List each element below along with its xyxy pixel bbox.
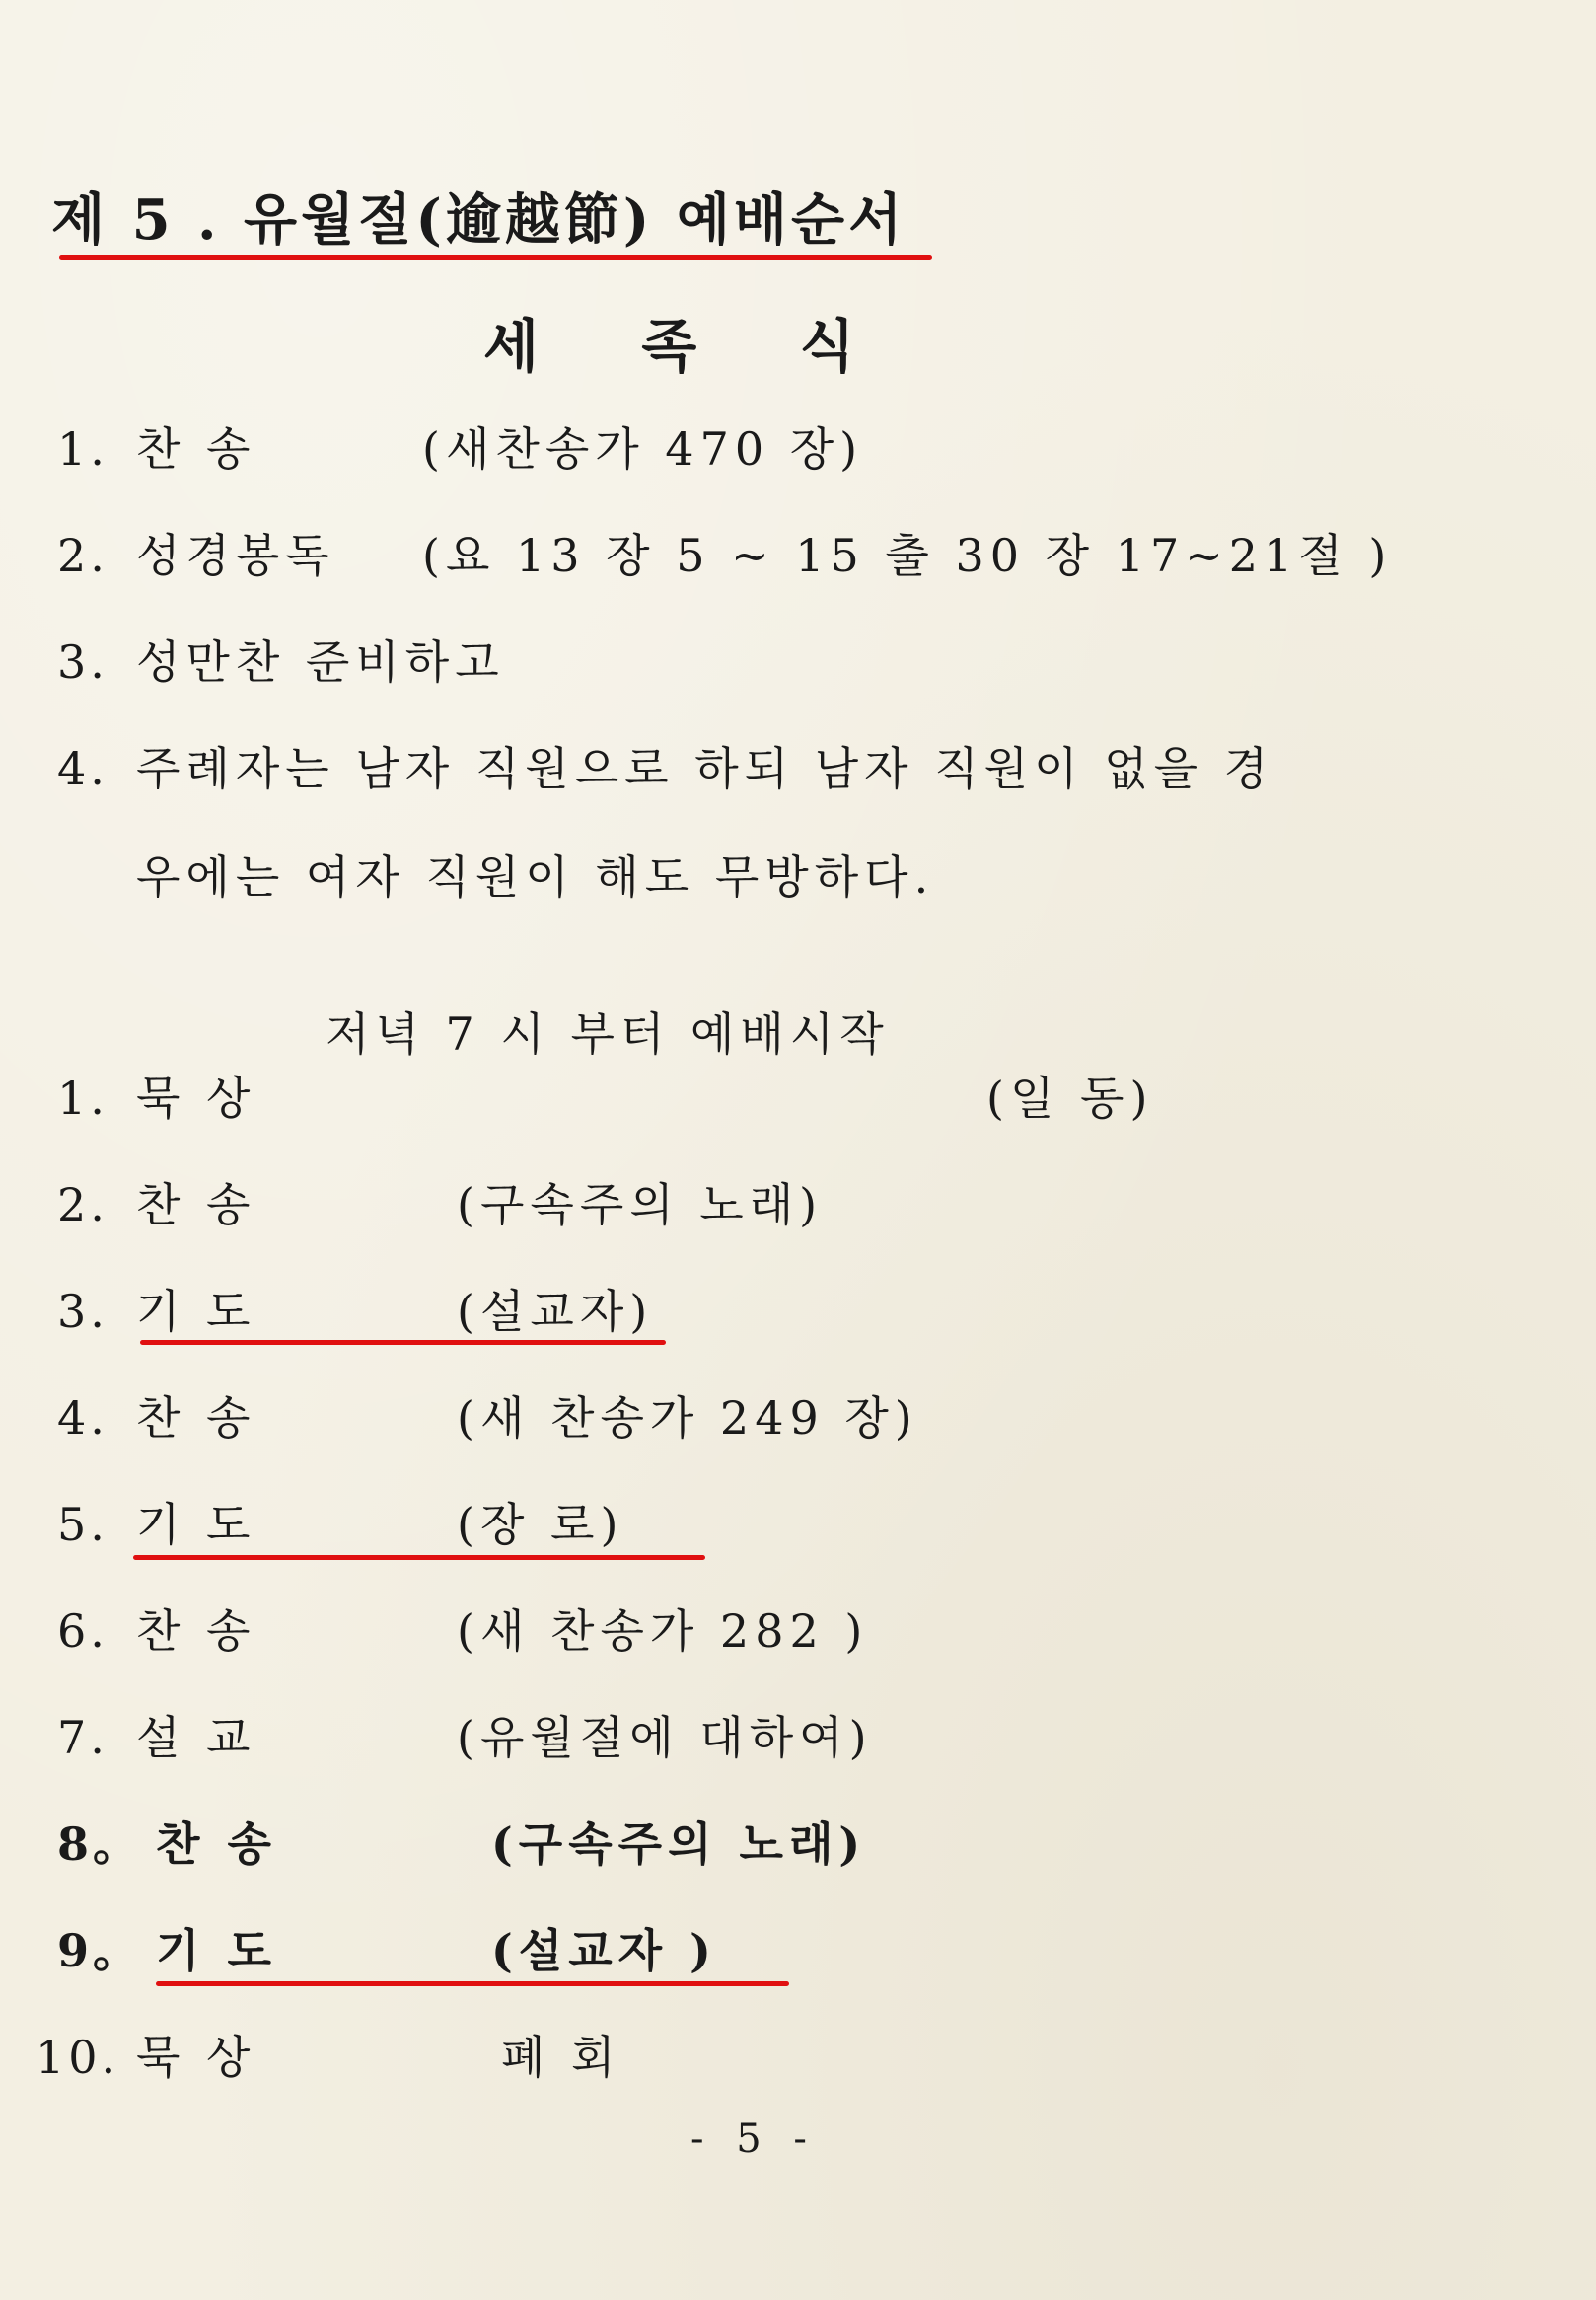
order-item-9 — [57, 1924, 717, 1977]
order-item-detail: (일 동) — [986, 1072, 1154, 1125]
order-item-number: 8。 — [57, 1818, 143, 1871]
prep-item-number: 1. — [57, 422, 109, 476]
order-item-label: 설 교 — [136, 1711, 256, 1764]
prep-item-4-continued — [136, 851, 935, 904]
item-3-underline — [140, 1340, 666, 1345]
order-item-detail: (장 로) — [457, 1498, 624, 1551]
prep-item-1 — [57, 422, 864, 476]
order-item-detail: 폐 회 — [501, 2031, 621, 2084]
order-item-number: 1. — [57, 1072, 109, 1125]
order-item-number: 2. — [57, 1178, 109, 1231]
prep-item-4 — [57, 742, 1274, 795]
order-item-8 — [57, 1818, 867, 1871]
prep-item-2 — [57, 529, 1393, 582]
order-item-number: 6. — [57, 1604, 109, 1658]
order-item-number: 5. — [57, 1498, 109, 1551]
prep-item-detail: (새찬송가 470 장) — [422, 422, 864, 476]
item-5-underline — [133, 1555, 705, 1560]
order-item-label: 기 도 — [136, 1498, 256, 1551]
prep-item-label: 우에는 여자 직원이 해도 무방하다. — [136, 851, 935, 904]
order-item-detail: (설교자) — [457, 1285, 654, 1338]
title-underline — [59, 255, 932, 260]
order-item-detail: (구속주의 노래) — [457, 1178, 824, 1231]
order-item-detail: (새 찬송가 282 ) — [457, 1604, 869, 1658]
order-item-4 — [57, 1391, 918, 1445]
section-subtitle: 세 족 식 — [483, 313, 897, 380]
order-item-5 — [57, 1498, 624, 1551]
order-item-label: 찬 송 — [136, 1391, 256, 1445]
order-item-number: 3. — [57, 1285, 109, 1338]
order-item-number: 4. — [57, 1391, 109, 1445]
order-item-detail: (설교자 ) — [491, 1924, 717, 1977]
order-item-2 — [57, 1178, 824, 1231]
order-item-1 — [57, 1072, 511, 1125]
order-item-label: 묵 상 — [136, 2031, 256, 2084]
order-item-6 — [57, 1604, 869, 1658]
order-item-label: 찬 송 — [156, 1818, 277, 1871]
order-item-label: 묵 상 — [136, 1072, 256, 1125]
prep-item-label: 성만찬 준비하고 — [136, 635, 505, 689]
order-item-label: 기 도 — [156, 1924, 277, 1977]
order-item-1-who — [986, 1072, 1154, 1125]
prep-item-number: 4. — [57, 742, 109, 795]
service-heading: 저녁 7 시 부터 예배시작 — [326, 1007, 890, 1061]
order-item-7 — [57, 1711, 873, 1764]
prep-item-number: 2. — [57, 529, 109, 582]
order-item-detail: (새 찬송가 249 장) — [457, 1391, 918, 1445]
prep-item-label: 성경봉독 — [136, 529, 335, 582]
prep-item-detail: (요 13 장 5 ~ 15 출 30 장 17~21절 ) — [422, 529, 1393, 582]
order-item-label: 찬 송 — [136, 1178, 256, 1231]
page-number: - 5 - — [690, 2116, 817, 2162]
prep-item-label: 찬 송 — [136, 422, 256, 476]
order-item-number: 9。 — [57, 1924, 143, 1977]
item-9-underline — [156, 1981, 789, 1986]
order-item-number: 7. — [57, 1711, 109, 1764]
order-item-detail: (구속주의 노래) — [491, 1818, 867, 1871]
page-title: 제 5 . 유월절(逾越節) 예배순서 — [51, 187, 907, 253]
order-item-10 — [36, 2031, 621, 2084]
order-item-label: 기 도 — [136, 1285, 256, 1338]
prep-item-label: 주례자는 남자 직원으로 하되 남자 직원이 없을 경 — [136, 742, 1274, 795]
prep-item-3 — [57, 635, 505, 689]
order-item-number: 10. — [36, 2031, 120, 2084]
order-item-detail: (유월절에 대하여) — [457, 1711, 873, 1764]
order-item-label: 찬 송 — [136, 1604, 256, 1658]
prep-item-number: 3. — [57, 635, 109, 689]
order-item-3 — [57, 1285, 654, 1338]
